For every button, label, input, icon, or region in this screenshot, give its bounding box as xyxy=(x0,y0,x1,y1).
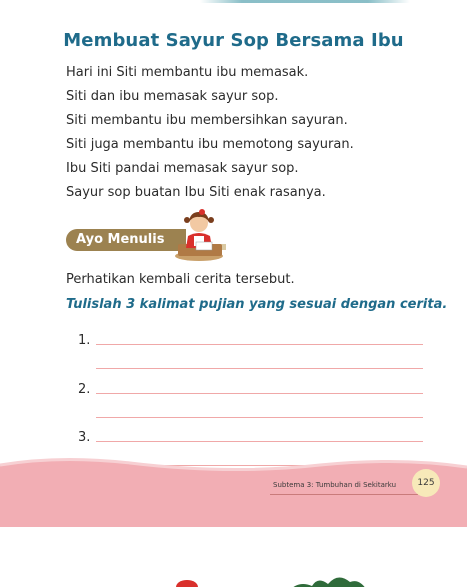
subtheme-label: Subtema 3: Tumbuhan di Sekitarku xyxy=(273,481,397,489)
writing-line[interactable] xyxy=(96,441,423,442)
girl-writing-icon xyxy=(172,206,228,264)
previous-heading-remnant xyxy=(200,0,410,3)
writing-line[interactable] xyxy=(96,417,423,418)
answer-number: 3. xyxy=(78,430,91,445)
story-line: Ibu Siti pandai memasak sayur sop. xyxy=(66,161,299,176)
story-line: Hari ini Siti membantu ibu memasak. xyxy=(66,65,309,80)
next-page-illustration xyxy=(176,580,198,587)
story-line: Sayur sop buatan Ibu Siti enak rasanya. xyxy=(66,185,326,200)
story-paragraph xyxy=(66,64,354,208)
page-number: 125 xyxy=(412,469,440,497)
writing-line[interactable] xyxy=(96,344,423,345)
story-line: Siti dan ibu memasak sayur sop. xyxy=(66,89,279,104)
answer-number: 1. xyxy=(78,333,91,348)
page-title: Membuat Sayur Sop Bersama Ibu xyxy=(63,30,404,51)
section-badge: Ayo Menulis xyxy=(66,229,186,251)
next-page-plant-icon xyxy=(268,572,388,587)
writing-line[interactable] xyxy=(96,368,423,369)
writing-line[interactable] xyxy=(96,393,423,394)
writing-prompt: Tulislah 3 kalimat pujian yang sesuai dengan cerita. xyxy=(66,297,448,312)
story-line: Siti membantu ibu membersihkan sayuran. xyxy=(66,113,348,128)
story-line: Siti juga membantu ibu memotong sayuran. xyxy=(66,137,354,152)
answer-number: 2. xyxy=(78,382,91,397)
footer-underline xyxy=(270,494,418,495)
instruction-text: Perhatikan kembali cerita tersebut. xyxy=(66,272,295,287)
footer-band xyxy=(0,455,467,527)
